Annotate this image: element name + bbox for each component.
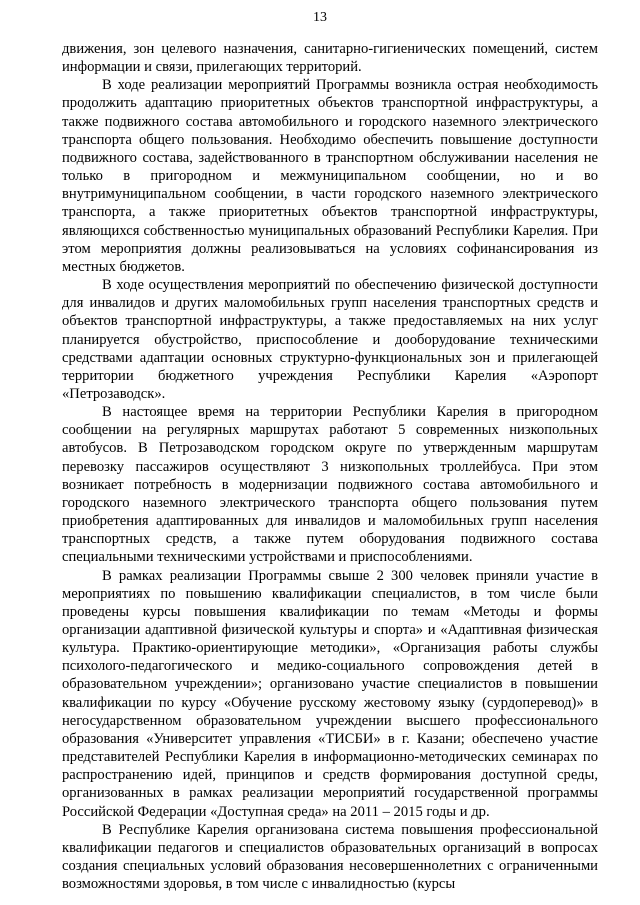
paragraph-specialist-training: В рамках реализации Программы свыше 2 300 человек приняли участие в мероприятиях по повышению квалификации специалистов, в том числе были проведены курсы повышения квалификации по темам «Методы и формы организации адаптивной физической культуры и спорта» и «Адаптивная физическая культура. Практико-ориентирующие методики», «Организация работы службы психолого-педагогического и медико-социального сопровождения детей в образовательном учреждении»; организовано участие специалистов в повышении квалификации по курсу «Обучение русскому жестовому языку (сурдоперевод)» в негосударственном образовательном учреждении высшего профессионального образования «Университет управления «ТИСБИ» в г. Казани; обеспечено участие представителей Республики Карелия в информационно-методических семинарах по распространению идей, принципов и средств формирования доступной среды, организованных в рамках реализации мероприятий государственной программы Российской Федерации «Доступная среда» на 2011 – 2015 годы и др. xyxy=(62,567,598,820)
paragraph-teacher-qualification: В Республике Карелия организована система повышения профессиональной квалификации педагогов и специалистов образовательных организаций в вопросах создания специальных условий образования несовершеннолетних с ограниченными возможностями здоровья, в том числе с инвалидностью (курсы xyxy=(62,821,598,893)
paragraph-continuation: движения, зон целевого назначения, санитарно-гигиенических помещений, систем информации и связи, прилегающих территорий. xyxy=(62,41,598,76)
page-number: 13 xyxy=(313,10,327,25)
paragraph-airport-accessibility: В ходе осуществления мероприятий по обеспечению физической доступности для инвалидов и других маломобильных групп населения транспортных средств и объектов транспортной инфраструктуры, а также предоставляемых на них услуг планируется обустройство, приспособление и дооборудование техническими средствами адаптации основных структурно-функциональных зон и прилегающей территории бюджетного учреждения Республики Карелия «Аэропорт «Петрозаводск». xyxy=(62,277,598,402)
document-body xyxy=(62,40,598,893)
paragraph-transport-adaptation: В ходе реализации мероприятий Программы возникла острая необходимость продолжить адаптацию приоритетных объектов транспортной инфраструктуры, а также подвижного состава автомобильного и городского наземного электрического транспорта общего пользования. Необходимо обеспечить повышение доступности подвижного состава, задействованного в транспортном обслуживании населения не только в пригородном и межмуниципальном сообщении, но и во внутримуниципальном сообщении, в части городского наземного электрического транспорта, а также приоритетных объектов транспортной инфраструктуры, являющихся собственностью муниципальных образований Республики Карелия. При этом мероприятия должны реализовываться на условиях софинансирования из местных бюджетов. xyxy=(62,77,598,275)
paragraph-low-floor-vehicles: В настоящее время на территории Республики Карелия в пригородном сообщении на регулярных маршрутах работают 5 современных низкопольных автобусов. В Петрозаводском городском округе по утвержденным маршрутам перевозку пассажиров осуществляют 3 низкопольных троллейбуса. При этом возникает потребность в модернизации подвижного состава автомобильного и городского наземного электрического транспорта общего пользования путем приобретения адаптированных для инвалидов и маломобильных групп населения транспортных средств, а также путем оборудования подвижного состава специальными техническими устройствами и приспособлениями. xyxy=(62,404,598,566)
